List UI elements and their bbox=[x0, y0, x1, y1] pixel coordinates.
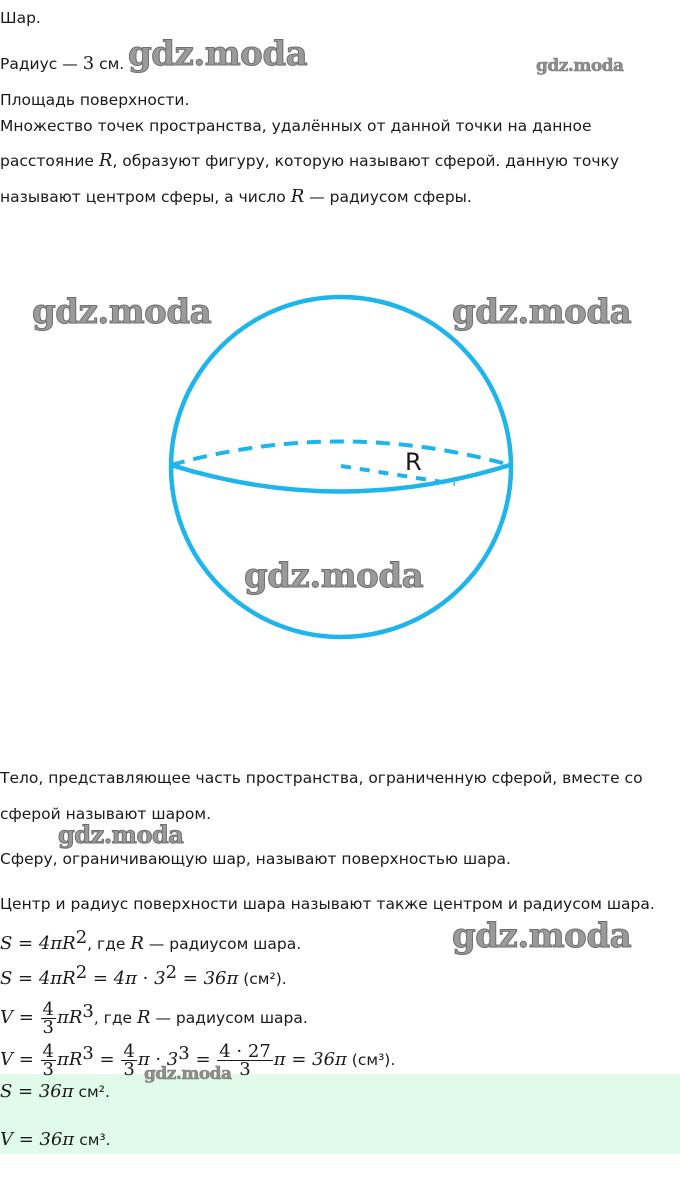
text-line-surface: Площадь поверхности. bbox=[0, 91, 190, 109]
watermark-logo: gdz.moda bbox=[452, 292, 632, 332]
text-line-ball-1: Тело, представляющее часть пространства, ограниченную сферой, вместе со bbox=[0, 769, 643, 787]
watermark-logo: gdz.moda bbox=[244, 556, 424, 596]
watermark-logo: gdz.moda bbox=[144, 1064, 232, 1084]
text-line-ball-2: сферой называют шаром. bbox=[0, 805, 212, 823]
formula-surface-general: $S = 4\pi R^2$, где R — радиусом шара. bbox=[0, 927, 302, 955]
formula-surface-calc: $S = 4\pi R^2 = 4\pi \cdot 3^2 = 36\pi$ (см²). bbox=[0, 962, 287, 990]
watermark-logo: gdz.moda bbox=[452, 916, 632, 956]
watermark-logo: gdz.moda bbox=[128, 34, 308, 74]
formula-volume-general: V = $\frac{4}{3}$ $\pi R^3$, где R — радиусом шара. bbox=[0, 999, 308, 1039]
text-line-radius: Радиус — 3 см. bbox=[0, 53, 125, 74]
watermark-logo: gdz.moda bbox=[32, 292, 212, 332]
radius-label: R bbox=[405, 448, 422, 476]
radius-dashed bbox=[341, 466, 455, 484]
text-line-definition-2: расстояние R, образуют фигуру, которую называют сферой. данную точку bbox=[0, 150, 620, 171]
formula-volume-calc: V = $\frac{4}{3}$ $\pi R^3$ = $\frac{4}{3}$ $\pi \cdot 3^3$ = $\frac{4 \cdot 27}{3}$ π = 36π (см³). bbox=[0, 1041, 396, 1081]
equator-back-dashed bbox=[171, 442, 510, 466]
text-line-definition-3: называют центром сферы, а число R — радиусом сферы. bbox=[0, 186, 472, 207]
equator-front bbox=[171, 465, 510, 492]
text-line-title: Шар. bbox=[0, 9, 41, 27]
text-line-definition-1: Множество точек пространства, удалённых от данной точки на данное bbox=[0, 117, 592, 135]
watermark-logo: gdz.moda bbox=[536, 56, 624, 76]
answer-surface: S = 36π см². bbox=[0, 1081, 110, 1102]
answer-volume: V = 36π см³. bbox=[0, 1129, 111, 1150]
text-line-ball-surface: Сферу, ограничивающую шар, называют поверхностью шара. bbox=[0, 850, 511, 868]
text-line-ball-center: Центр и радиус поверхности шара называют также центром и радиусом шара. bbox=[0, 895, 655, 913]
watermark-logo: gdz.moda bbox=[58, 820, 184, 849]
